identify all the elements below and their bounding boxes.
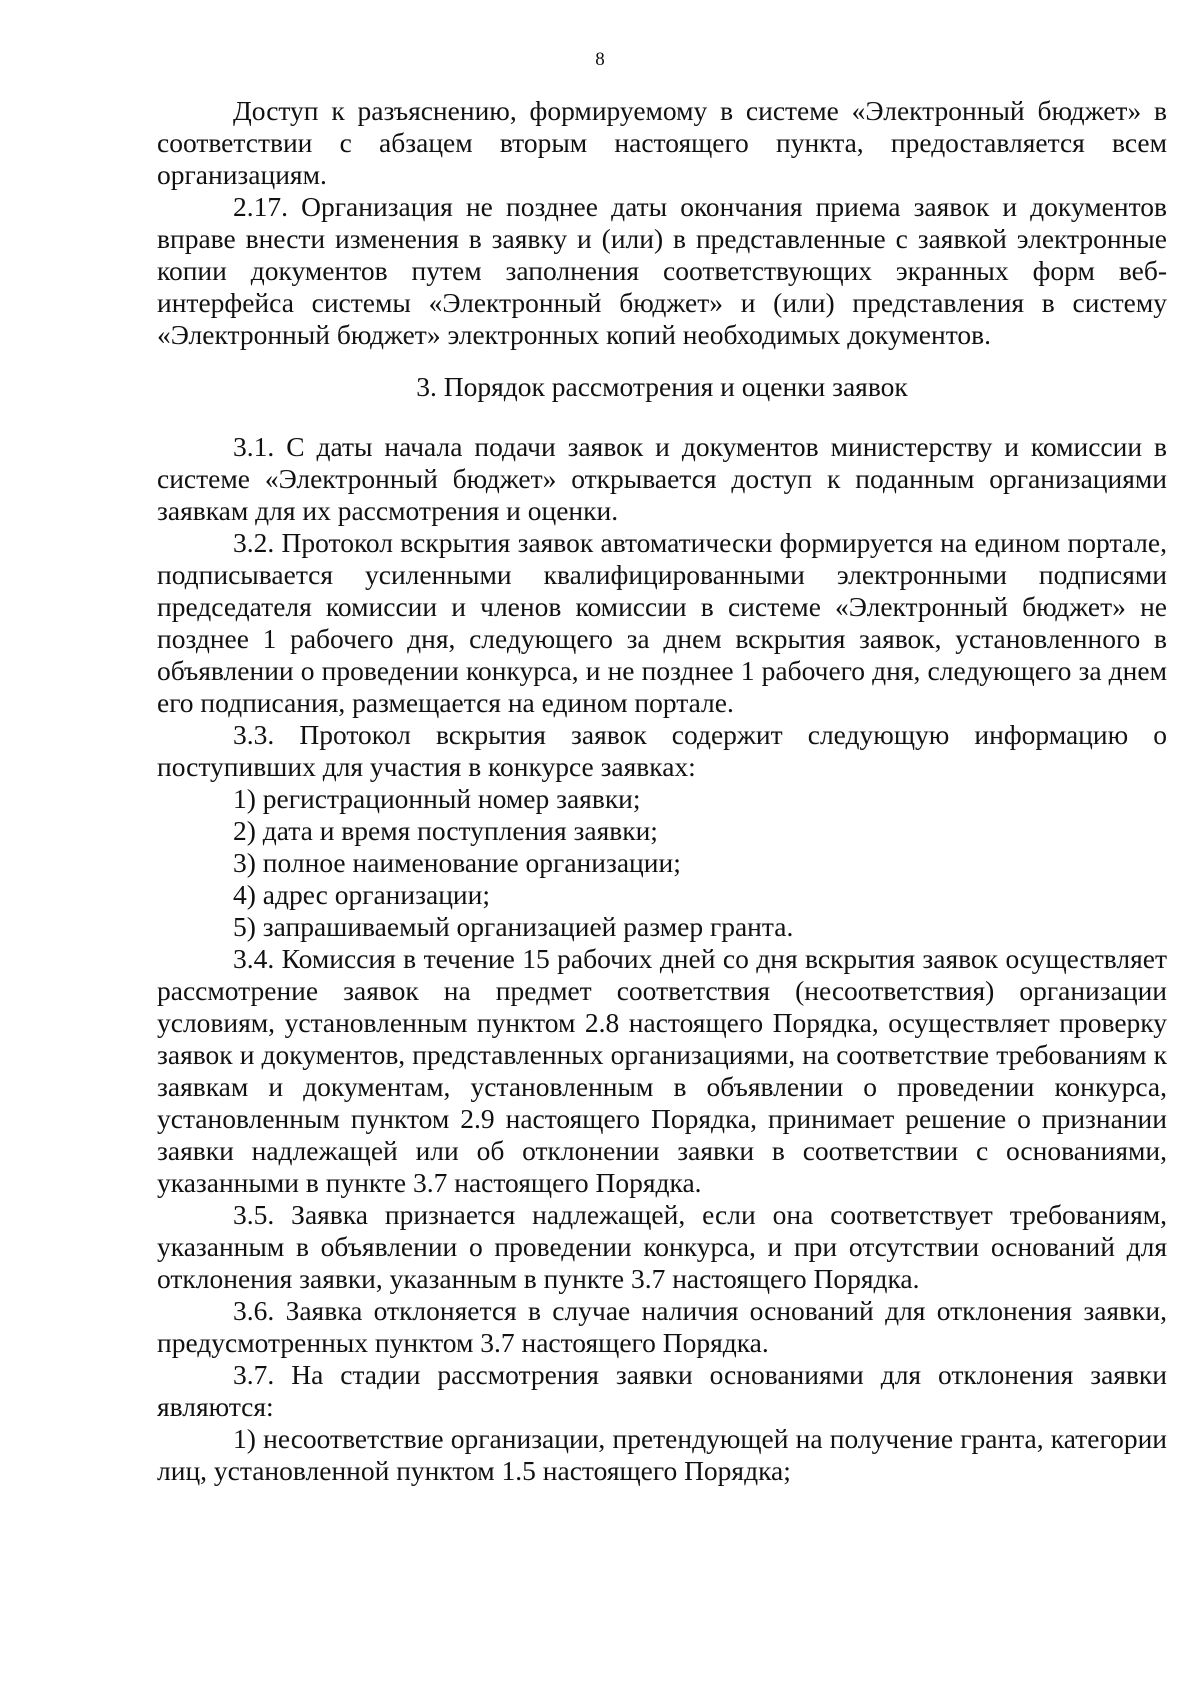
document-body bbox=[157, 95, 1167, 1487]
paragraph-access-clarification: Доступ к разъяснению, формируемому в системе «Электронный бюджет» в соответствии с абзацем вторым настоящего пункта, предоставляется всем организациям. bbox=[157, 95, 1167, 190]
list-item-date-time: 2) дата и время поступления заявки; bbox=[233, 815, 658, 846]
paragraph-2-17: 2.17. Организация не позднее даты окончания приема заявок и документов вправе внести изменения в заявку и (или) в представленные с заявкой электронные копии документов путем заполнения соответствующих экранных форм веб-интерфейса системы «Электронный бюджет» и (или) представления в систему «Электронный бюджет» электронных копий необходимых документов. bbox=[157, 191, 1167, 350]
page-number: 8 bbox=[595, 49, 605, 70]
paragraph-3-5: 3.5. Заявка признается надлежащей, если она соответствует требованиям, указанным в объявлении о проведении конкурса, и при отсутствии оснований для отклонения заявки, указанным в пункте 3.7 настоящего Порядка. bbox=[157, 1199, 1167, 1294]
paragraph-3-1: 3.1. С даты начала подачи заявок и документов министерству и комиссии в системе «Электронный бюджет» открывается доступ к поданным организациями заявкам для их рассмотрения и оценки. bbox=[157, 431, 1167, 526]
paragraph-3-4: 3.4. Комиссия в течение 15 рабочих дней со дня вскрытия заявок осуществляет рассмотрение заявок на предмет соответствия (несоответствия) организации условиям, установленным пунктом 2.8 настоящего Порядка, осуществляет проверку заявок и документов, представленных организациями, на соответствие требованиям к заявкам и документам, установленным в объявлении о проведении конкурса, установленным пунктом 2.9 настоящего Порядка, принимает решение о признании заявки надлежащей или об отклонении заявки в соответствии с основаниями, указанными в пункте 3.7 настоящего Порядка. bbox=[157, 943, 1167, 1198]
section-title: 3. Порядок рассмотрения и оценки заявок bbox=[416, 371, 908, 402]
list-item-registration-number: 1) регистрационный номер заявки; bbox=[233, 783, 641, 814]
list-item-grant-size: 5) запрашиваемый организацией размер гранта. bbox=[233, 911, 794, 942]
paragraph-3-3: 3.3. Протокол вскрытия заявок содержит следующую информацию о поступивших для участия в конкурсе заявках: bbox=[157, 719, 1167, 782]
list-item-full-name: 3) полное наименование организации; bbox=[233, 847, 681, 878]
paragraph-3-2: 3.2. Протокол вскрытия заявок автоматически формируется на едином портале, подписывается усиленными квалифицированными электронными подписями председателя комиссии и членов комиссии в системе «Электронный бюджет» не позднее 1 рабочего дня, следующего за днем вскрытия заявок, установленного в объявлении о проведении конкурса, и не позднее 1 рабочего дня, следующего за днем его подписания, размещается на едином портале. bbox=[157, 527, 1167, 718]
paragraph-3-7: 3.7. На стадии рассмотрения заявки основаниями для отклонения заявки являются: bbox=[157, 1359, 1167, 1422]
paragraph-3-6: 3.6. Заявка отклоняется в случае наличия оснований для отклонения заявки, предусмотренных пунктом 3.7 настоящего Порядка. bbox=[157, 1295, 1167, 1358]
list-item-address: 4) адрес организации; bbox=[233, 879, 490, 910]
list-item-category-mismatch: 1) несоответствие организации, претендующей на получение гранта, категории лиц, установленной пунктом 1.5 настоящего Порядка; bbox=[157, 1423, 1167, 1486]
